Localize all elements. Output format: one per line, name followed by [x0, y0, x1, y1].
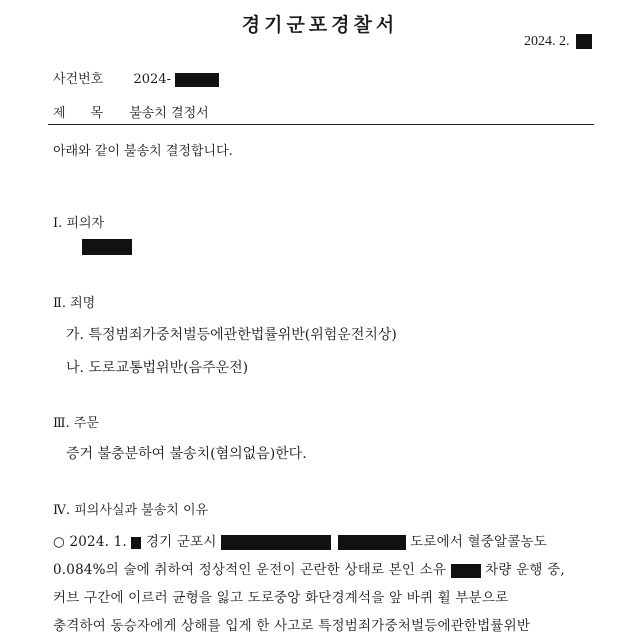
header-divider	[48, 124, 594, 125]
section-disposition-heading: Ⅲ. 주문	[53, 416, 99, 431]
intro-text: 아래와 같이 불송치 결정합니다.	[53, 144, 233, 159]
facts-road-text: 도로에서 혈중알콜농도	[410, 534, 547, 550]
subject-value: 불송치 결정서	[129, 106, 209, 121]
redacted-location-name	[338, 535, 406, 550]
disposition-text: 증거 불충분하여 불송치(혐의없음)한다.	[66, 446, 307, 462]
redacted-date-day	[576, 34, 592, 49]
document-date	[524, 34, 592, 50]
date-text: 2024. 2.	[524, 34, 570, 49]
facts-line-4: 충격하여 동승자에게 상해를 입게 한 사고로 특정범죄가중처벌등에관한법률위반	[53, 618, 531, 634]
redacted-address	[221, 535, 331, 550]
redacted-vehicle	[451, 564, 481, 578]
case-number-label: 사건번호	[53, 72, 104, 87]
facts-line-2-b: 차량 운행 중,	[485, 562, 565, 578]
facts-date-text: ○ 2024. 1.	[53, 534, 127, 550]
redacted-facts-day	[131, 537, 141, 549]
redacted-case-number	[175, 73, 219, 87]
facts-line-2	[53, 558, 565, 578]
section-charges-heading: Ⅱ. 죄명	[53, 296, 96, 311]
facts-location-text: 경기 군포시	[145, 534, 217, 550]
subject-row	[53, 102, 209, 121]
subject-label: 제 목	[53, 106, 103, 121]
case-number-prefix: 2024-	[133, 72, 171, 87]
document-title: 경기군포경찰서	[241, 14, 399, 36]
case-number-row	[53, 68, 219, 87]
redacted-suspect-name	[82, 239, 132, 255]
facts-line-3: 커브 구간에 이르러 균형을 잃고 도로중앙 화단경계석을 앞 바퀴 휠 부분으로	[53, 590, 509, 606]
section-suspect-heading: Ⅰ. 피의자	[53, 216, 105, 231]
charge-item-1: 가. 특정범죄가중처벌등에관한법률위반(위험운전치상)	[66, 327, 397, 343]
section-facts-heading: Ⅳ. 피의사실과 불송치 이유	[53, 503, 209, 518]
facts-line-1	[53, 530, 547, 550]
charge-item-2: 나. 도로교통법위반(음주운전)	[66, 360, 249, 376]
facts-line-2-a: 0.084%의 술에 취하여 정상적인 운전이 곤란한 상태로 본인 소유	[53, 562, 447, 578]
